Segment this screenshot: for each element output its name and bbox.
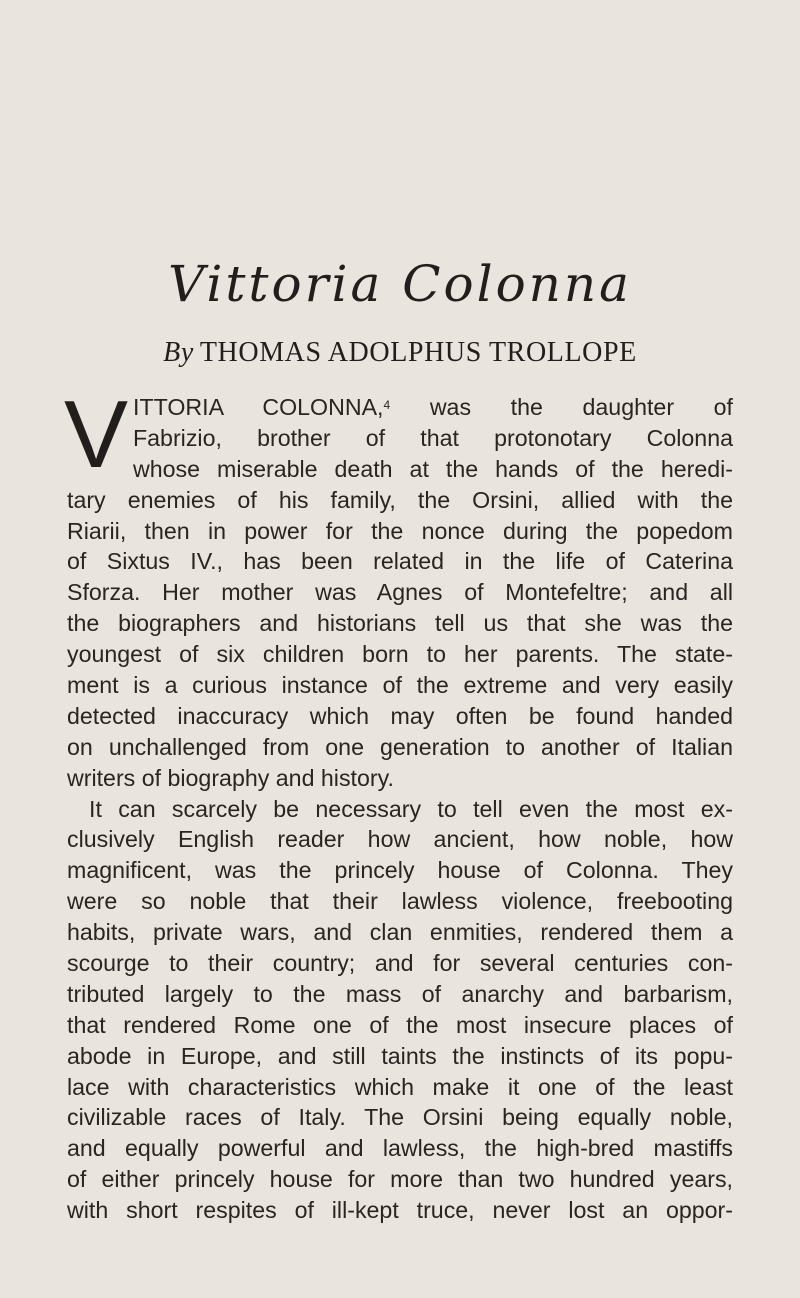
byline: [0, 337, 800, 369]
text-line: the biographers and historians tell us that she was the: [67, 610, 733, 637]
text-line: tary enemies of his family, the Orsini, allied with the: [67, 486, 733, 513]
text-fragment: was the daughter of: [429, 394, 733, 420]
text-line: and equally powerful and lawless, the high-bred mastiffs: [67, 1135, 733, 1162]
byline-author: THOMAS ADOLPHUS TROLLOPE: [199, 337, 637, 368]
text-line: whose miserable death at the hands of the heredi-: [133, 455, 733, 482]
text-line: were so noble that their lawless violence, freebooting: [67, 888, 733, 915]
text-line: lace with characteristics which make it one of the least: [67, 1073, 733, 1100]
text-line: detected inaccuracy which may often be found handed: [67, 702, 733, 729]
text-line: scourge to their country; and for several centuries con-: [67, 950, 733, 977]
text-line: magnificent, was the princely house of Colonna. They: [67, 857, 733, 884]
text-line: writers of biography and history.: [67, 764, 394, 791]
text-line: on unchallenged from one generation to another of Italian: [67, 733, 733, 760]
text-line: civilizable races of Italy. The Orsini being equally noble,: [67, 1104, 733, 1131]
byline-by: By: [163, 337, 194, 368]
text-line: with short respites of ill-kept truce, never lost an oppor-: [67, 1197, 733, 1224]
text-line: tributed largely to the mass of anarchy and barbarism,: [67, 980, 733, 1007]
chapter-title: Vittoria Colonna: [168, 255, 632, 313]
body-text: [64, 381, 733, 1226]
text-fragment: ITTORIA COLONNA,: [133, 394, 384, 420]
text-line: that rendered Rome one of the most insecure places of: [67, 1011, 733, 1038]
text-line: of either princely house for more than two hundred years,: [67, 1166, 733, 1193]
text-line: habits, private wars, and clan enmities, rendered them a: [67, 919, 733, 946]
text-line: [67, 392, 733, 423]
footnote-marker: 4: [383, 398, 391, 412]
text-line: It can scarcely be necessary to tell even the most ex-: [89, 795, 733, 822]
text-line: Sforza. Her mother was Agnes of Montefeltre; and all: [67, 579, 733, 606]
text-line: youngest of six children born to her parents. The state-: [67, 641, 733, 668]
text-line: ment is a curious instance of the extreme and very easily: [67, 672, 733, 699]
text-line: of Sixtus IV., has been related in the life of Caterina: [67, 548, 733, 575]
text-line: clusively English reader how ancient, how noble, how: [67, 826, 733, 853]
text-line: abode in Europe, and still taints the instincts of its popu-: [67, 1042, 733, 1069]
text-line: Fabrizio, brother of that protonotary Colonna: [133, 424, 733, 451]
drop-cap: V: [64, 381, 129, 488]
text-line: Riarii, then in power for the nonce during the popedom: [67, 517, 733, 544]
